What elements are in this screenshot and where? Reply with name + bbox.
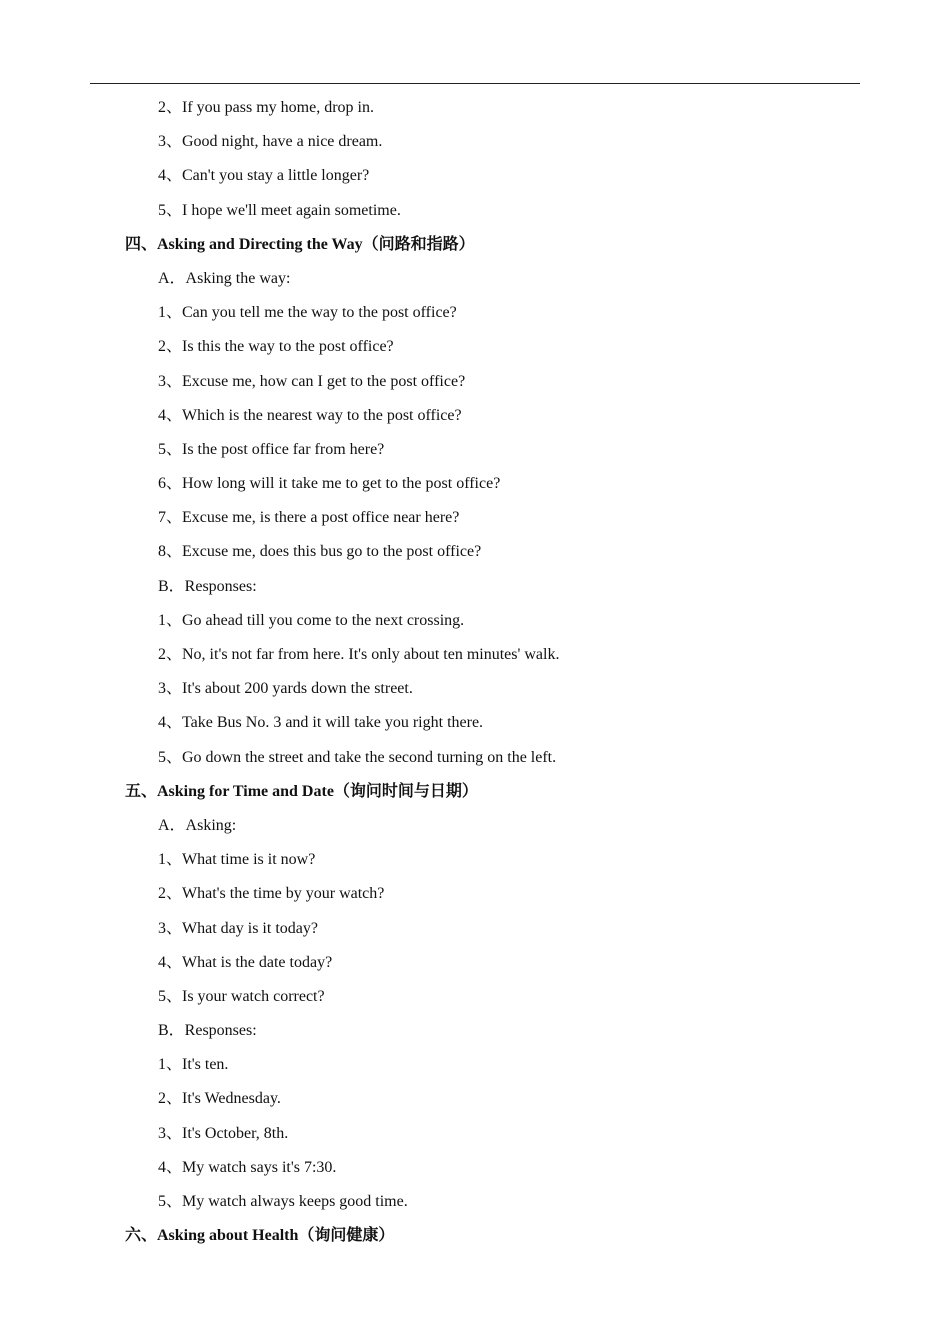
list-item: 4、What is the date today? — [158, 953, 333, 971]
section-heading: 六、Asking about Health（询问健康） — [125, 1227, 395, 1245]
header-rule — [90, 83, 860, 84]
subsection-label: A．Asking: — [158, 816, 237, 834]
section-heading: 五、Asking for Time and Date（询问时间与日期） — [125, 782, 478, 800]
list-item: 1、What time is it now? — [158, 851, 316, 869]
list-item: 5、Is the post office far from here? — [158, 440, 385, 458]
list-item: 3、It's October, 8th. — [158, 1124, 289, 1142]
list-item: 2、It's Wednesday. — [158, 1090, 281, 1108]
document-body — [0, 91, 950, 1253]
subsection-label: B．Responses: — [158, 1022, 257, 1040]
list-item: 2、Is this the way to the post office? — [158, 338, 394, 356]
list-item: 2、What's the time by your watch? — [158, 885, 385, 903]
list-item: 3、It's about 200 yards down the street. — [158, 680, 413, 698]
list-item: 3、What day is it today? — [158, 919, 318, 937]
list-item: 3、Good night, have a nice dream. — [158, 133, 383, 151]
list-item: 7、Excuse me, is there a post office near here? — [158, 509, 460, 527]
section-heading: 四、Asking and Directing the Way（问路和指路） — [125, 235, 475, 253]
list-item: 1、It's ten. — [158, 1056, 229, 1074]
list-item: 4、Can't you stay a little longer? — [158, 167, 370, 185]
list-item: 5、Go down the street and take the second turning on the left. — [158, 748, 557, 766]
list-item: 1、Can you tell me the way to the post office? — [158, 304, 457, 322]
list-item: 1、Go ahead till you come to the next crossing. — [158, 611, 465, 629]
list-item: 2、If you pass my home, drop in. — [158, 99, 374, 116]
subsection-label: A．Asking the way: — [158, 269, 291, 287]
list-item: 4、Which is the nearest way to the post office? — [158, 406, 462, 424]
list-item: 8、Excuse me, does this bus go to the post office? — [158, 543, 482, 561]
list-item: 4、Take Bus No. 3 and it will take you right there. — [158, 714, 484, 732]
list-item: 3、Excuse me, how can I get to the post office? — [158, 372, 466, 390]
subsection-label: B．Responses: — [158, 577, 257, 595]
list-item: 2、No, it's not far from here. It's only about ten minutes' walk. — [158, 646, 560, 663]
list-item: 6、How long will it take me to get to the post office? — [158, 475, 501, 493]
list-item: 5、My watch always keeps good time. — [158, 1193, 408, 1210]
list-item: 4、My watch says it's 7:30. — [158, 1158, 337, 1176]
list-item: 5、I hope we'll meet again sometime. — [158, 201, 401, 219]
list-item: 5、Is your watch correct? — [158, 987, 325, 1005]
